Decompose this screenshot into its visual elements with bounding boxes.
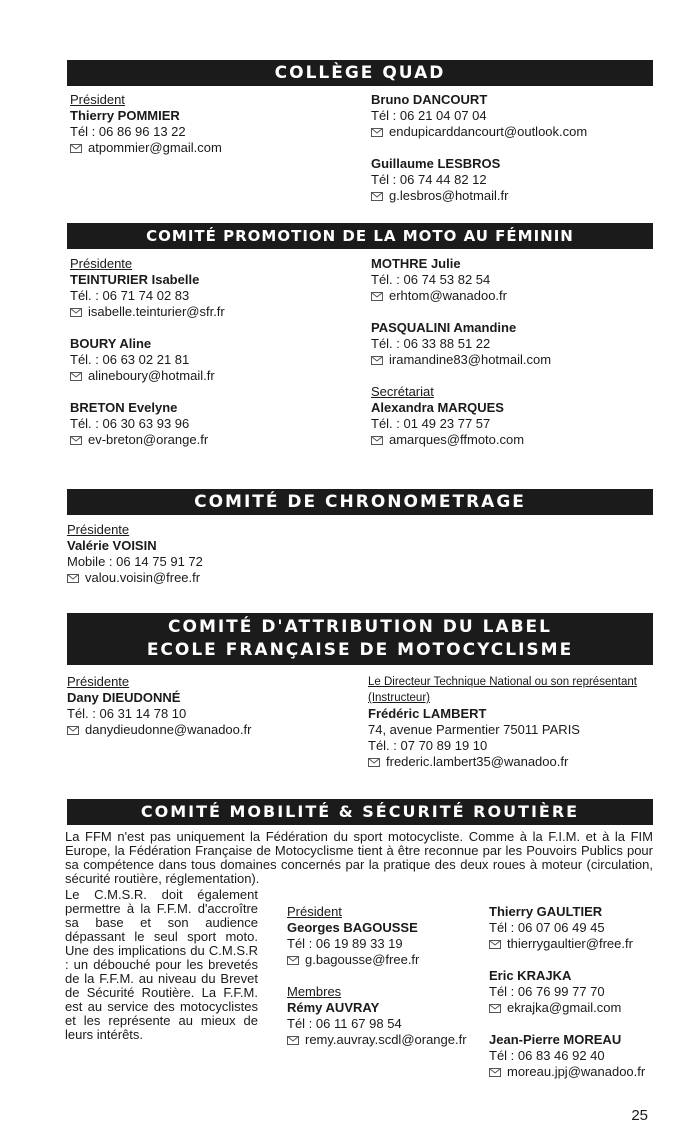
intro-paragraph: La FFM n'est pas uniquement la Fédération du sport motocycliste. Comme à la F.I.M. et à la FIM Europe, la Fédération Française de Motocyclisme tient à être reconnue par les Pouvoirs Publics pour sa compétence dans tous domaines concernés par la pratique des deux roues à moteur (circulation, sécurité routière, réglementation). [65,829,653,886]
phone: Tél. : 06 33 88 51 22 [371,336,491,351]
phone: Tél : 06 74 44 82 12 [371,172,487,187]
phone: Tél : 06 21 04 07 04 [371,108,487,123]
email[interactable]: erhtom@wanadoo.fr [389,288,507,303]
envelope-icon [371,292,383,301]
person-name: Alexandra MARQUES [371,400,504,415]
person-name: Jean-Pierre MOREAU [489,1032,622,1047]
email-line [489,936,669,952]
email[interactable]: danydieudonne@wanadoo.fr [85,722,252,737]
address: 74, avenue Parmentier 75011 PARIS [368,722,580,737]
person-name: Guillaume LESBROS [371,156,501,171]
envelope-icon [371,356,383,365]
email-line [70,368,350,384]
phone: Mobile : 06 14 75 91 72 [67,554,203,569]
email-line [67,570,347,586]
email[interactable]: remy.auvray.scdl@orange.fr [305,1032,467,1047]
quad-right-column [371,92,661,220]
email-line [371,432,661,448]
phone: Tél : 06 07 06 49 45 [489,920,605,935]
email[interactable]: iramandine83@hotmail.com [389,352,552,367]
email-line [489,1064,669,1080]
person-name: Bruno DANCOURT [371,92,488,107]
mobilite-right-column [489,904,669,1096]
envelope-icon [489,1004,501,1013]
section-title: COMITÉ PROMOTION DE LA MOTO AU FÉMININ [146,227,574,245]
email[interactable]: ev-breton@orange.fr [88,432,209,447]
envelope-icon [368,758,380,767]
mobilite-middle-column [287,904,477,1064]
envelope-icon [70,144,82,153]
side-paragraph: Le C.M.S.R. doit également permettre à la F.F.M. d'accroître sa base et son audience dépassant le seul sport moto. Une des implications du C.M.S.R : un débouché pour les brevetés de la F.F.M. au niveau du Brevet de Sécurité Routière. La F.F.M. est au service des motocyclistes et les représente au mieux de leurs intérêts. [65,887,258,1042]
dtn-label-2: (Instructeur) [368,692,430,704]
email[interactable]: amarques@ffmoto.com [389,432,525,447]
envelope-icon [489,940,501,949]
email-line [368,754,663,770]
person-name: Georges BAGOUSSE [287,920,418,935]
envelope-icon [371,192,383,201]
email-line [489,1000,669,1016]
person-name: Frédéric LAMBERT [368,706,487,721]
envelope-icon [287,1036,299,1045]
email[interactable]: moreau.jpj@wanadoo.fr [507,1064,646,1079]
email-line [67,722,347,738]
person-name: Thierry POMMIER [70,108,180,123]
phone: Tél : 06 86 96 13 22 [70,124,186,139]
person-name: MOTHRE Julie [371,256,461,271]
phone: Tél : 06 19 89 33 19 [287,936,403,951]
email-line [70,432,350,448]
envelope-icon [287,956,299,965]
section-title: COMITÉ MOBILITÉ & SÉCURITÉ ROUTIÈRE [140,802,580,821]
section-title-line2: ECOLE FRANÇAISE DE MOTOCYCLISME [146,640,574,660]
email-line [371,288,661,304]
section-banner-mobilite [67,799,653,825]
section-title: COMITÉ DE CHRONOMETRAGE [194,492,526,512]
envelope-icon [371,128,383,137]
section-banner-label [67,613,653,665]
email[interactable]: g.lesbros@hotmail.fr [389,188,509,203]
presidente-label: Présidente [67,522,130,537]
section-title-line1: COMITÉ D'ATTRIBUTION DU LABEL [168,617,552,637]
person-name: Eric KRAJKA [489,968,572,983]
email-line [70,140,350,156]
phone: Tél. : 07 70 89 19 10 [368,738,488,753]
feminin-left-column [70,256,350,464]
phone: Tél : 06 83 46 92 40 [489,1048,605,1063]
email[interactable]: valou.voisin@free.fr [85,570,201,585]
email-line [371,188,661,204]
quad-left-column [70,92,350,156]
email-line [287,952,477,968]
phone: Tél. : 06 30 63 93 96 [70,416,190,431]
envelope-icon [67,726,79,735]
chrono-column [67,522,347,586]
presidente-label: Présidente [67,674,130,689]
president-label: Président [287,904,342,919]
label-right-column [368,674,663,770]
envelope-icon [70,372,82,381]
email-line [287,1032,477,1048]
person-name: Rémy AUVRAY [287,1000,380,1015]
feminin-right-column [371,256,661,464]
person-name: Dany DIEUDONNÉ [67,690,181,705]
label-left-column [67,674,347,738]
envelope-icon [489,1068,501,1077]
phone: Tél. : 06 74 53 82 54 [371,272,491,287]
phone: Tél. : 01 49 23 77 57 [371,416,491,431]
email-line [371,352,661,368]
email[interactable]: endupicarddancourt@outlook.com [389,124,588,139]
person-name: BOURY Aline [70,336,152,351]
phone: Tél. : 06 31 14 78 10 [67,706,187,721]
phone: Tél : 06 11 67 98 54 [287,1016,402,1031]
person-name: BRETON Evelyne [70,400,178,415]
secretariat-label: Secrétariat [371,384,434,399]
dtn-label: Le Directeur Technique National ou son représentant [368,676,637,688]
email-line [70,304,350,320]
person-name: Valérie VOISIN [67,538,157,553]
email[interactable]: alineboury@hotmail.fr [88,368,215,383]
presidente-label: Présidente [70,256,133,271]
email[interactable]: thierrygaultier@free.fr [507,936,633,951]
phone: Tél. : 06 63 02 21 81 [70,352,190,367]
email[interactable]: isabelle.teinturier@sfr.fr [88,304,225,319]
membres-label: Membres [287,984,342,999]
section-banner-feminin [67,223,653,249]
email[interactable]: atpommier@gmail.com [88,140,222,155]
email-line [371,124,661,140]
person-name: PASQUALINI Amandine [371,320,517,335]
section-banner-chrono [67,489,653,515]
envelope-icon [371,436,383,445]
envelope-icon [70,308,82,317]
section-title: COLLÈGE QUAD [274,63,446,83]
envelope-icon [70,436,82,445]
president-label: Président [70,92,125,107]
page-number: 25 [631,1107,648,1124]
email[interactable]: frederic.lambert35@wanadoo.fr [386,754,569,769]
email[interactable]: g.bagousse@free.fr [305,952,420,967]
phone: Tél. : 06 71 74 02 83 [70,288,190,303]
person-name: Thierry GAULTIER [489,904,603,919]
envelope-icon [67,574,79,583]
email[interactable]: ekrajka@gmail.com [507,1000,622,1015]
phone: Tél : 06 76 99 77 70 [489,984,605,999]
person-name: TEINTURIER Isabelle [70,272,200,287]
section-banner-quad [67,60,653,86]
